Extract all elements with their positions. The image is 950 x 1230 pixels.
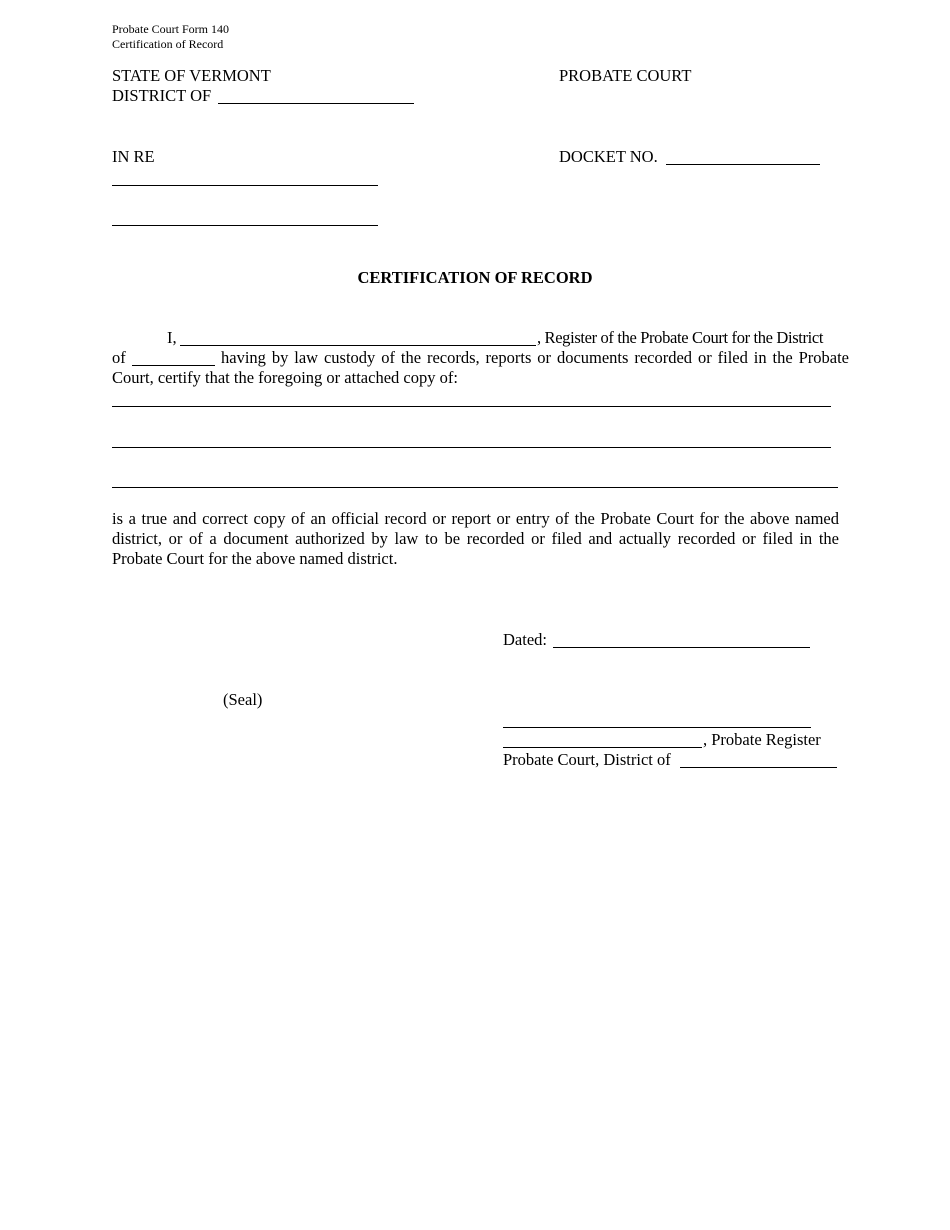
form-name: Certification of Record bbox=[112, 37, 224, 51]
document-title: CERTIFICATION OF RECORD bbox=[357, 268, 593, 287]
record-line-2[interactable] bbox=[112, 447, 831, 448]
form-number: Probate Court Form 140 bbox=[112, 22, 229, 36]
register-name-line[interactable] bbox=[503, 747, 702, 748]
register-name-blank[interactable] bbox=[180, 345, 536, 346]
docket-label: DOCKET NO. bbox=[559, 147, 658, 166]
signature-line[interactable] bbox=[503, 727, 811, 728]
in-re-blank-2[interactable] bbox=[112, 225, 378, 226]
in-re-blank-1[interactable] bbox=[112, 185, 378, 186]
district-line-blank[interactable] bbox=[680, 767, 837, 768]
register-suffix: , Probate Register bbox=[703, 730, 821, 749]
court-label: PROBATE COURT bbox=[559, 66, 692, 85]
dated-label: Dated: bbox=[503, 630, 547, 649]
seal-label: (Seal) bbox=[223, 690, 263, 709]
record-line-3[interactable] bbox=[112, 487, 838, 488]
record-line-1[interactable] bbox=[112, 406, 831, 407]
closing-text: is a true and correct copy of an official record or report or entry of the Probate Court for the above named district, or of a document authorized by law to be recorded or filed and actually recorded or filed in the Probate Court for the above named district. bbox=[112, 509, 839, 568]
state-label: STATE OF VERMONT bbox=[112, 66, 271, 85]
district-blank[interactable] bbox=[218, 103, 414, 104]
district-label: DISTRICT OF bbox=[112, 86, 212, 105]
dated-blank[interactable] bbox=[553, 647, 810, 648]
district-line-label: Probate Court, District of bbox=[503, 750, 671, 769]
i-label: I, bbox=[167, 328, 177, 347]
in-re-label: IN RE bbox=[112, 147, 155, 166]
docket-blank[interactable] bbox=[666, 164, 820, 165]
custody-text: having by law custody of the records, reports or documents recorded or filed in the Probate Court, certify that the foregoing or attached copy of: bbox=[112, 348, 849, 387]
of-label: of bbox=[112, 348, 126, 367]
register-text: , Register of the Probate Court for the District bbox=[537, 328, 824, 347]
